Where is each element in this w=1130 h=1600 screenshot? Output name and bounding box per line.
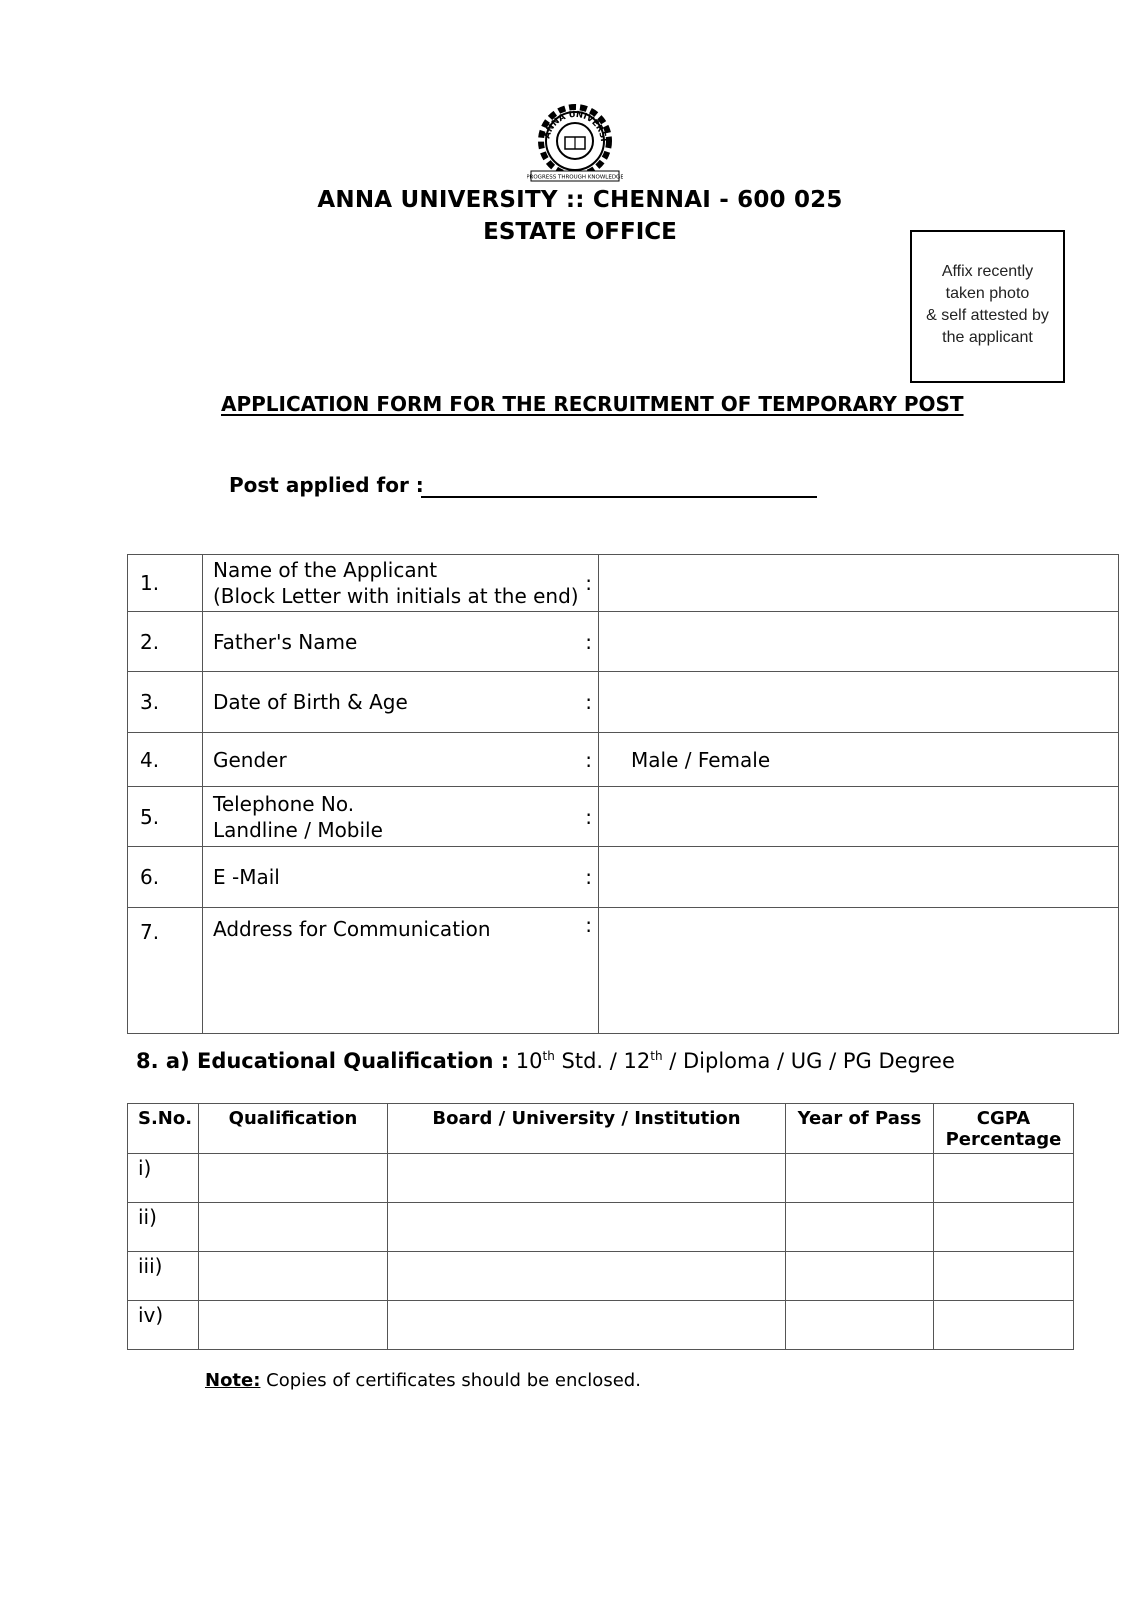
dob-age-field[interactable] (599, 672, 1119, 733)
colon: : (585, 629, 592, 654)
colon: : (585, 804, 592, 829)
row-label (203, 612, 599, 672)
table-row (128, 908, 1119, 1034)
column-header: S.No. (128, 1104, 199, 1154)
serial-cell: i) (128, 1154, 199, 1203)
colon: : (585, 690, 592, 714)
education-table (127, 1103, 1074, 1350)
university-name: ANNA UNIVERSITY :: CHENNAI - 600 025 (317, 187, 843, 213)
cgpa-cell[interactable] (934, 1203, 1074, 1252)
table-row (128, 672, 1119, 733)
label-subline: Landline / Mobile (213, 817, 383, 842)
qualification-cell[interactable] (199, 1301, 388, 1350)
row-label (203, 847, 599, 908)
row-number: 6. (128, 847, 203, 908)
note-label: Note: (205, 1370, 261, 1391)
table-row (128, 1203, 1074, 1252)
colon: : (585, 913, 592, 937)
label-line: Date of Birth & Age (213, 690, 408, 714)
form-title: APPLICATION FORM FOR THE RECRUITMENT OF TEMPORARY POST (221, 392, 964, 416)
row-number: 2. (128, 612, 203, 672)
cgpa-cell[interactable] (934, 1252, 1074, 1301)
label-line: Father's Name (213, 629, 358, 654)
year-cell[interactable] (786, 1252, 934, 1301)
university-logo (527, 95, 623, 183)
label-line: Telephone No. (213, 791, 355, 816)
photo-box[interactable] (910, 230, 1065, 383)
address-field[interactable] (599, 908, 1119, 1034)
post-applied-label: Post applied for : (229, 473, 424, 497)
row-number: 3. (128, 672, 203, 733)
year-cell[interactable] (786, 1154, 934, 1203)
logo-motto: PROGRESS THROUGH KNOWLEDGE (527, 174, 623, 181)
row-label (203, 908, 599, 1034)
logo-arc-text: ANNA UNIVERSI (542, 109, 608, 143)
year-cell[interactable] (786, 1203, 934, 1252)
telephone-field[interactable] (599, 787, 1119, 847)
row-label (203, 733, 599, 787)
row-label (203, 787, 599, 847)
table-row (128, 787, 1119, 847)
label-line: Address for Communication (213, 917, 491, 941)
institution-cell[interactable] (388, 1301, 786, 1350)
education-heading: 8. a) Educational Qualification : 10th Std. / 12th / Diploma / UG / PG Degree (136, 1049, 955, 1073)
email-field[interactable] (599, 847, 1119, 908)
photo-instruction: Affix recently taken photo & self attested by the applicant (926, 262, 1049, 346)
qualification-cell[interactable] (199, 1154, 388, 1203)
institution-cell[interactable] (388, 1154, 786, 1203)
year-cell[interactable] (786, 1301, 934, 1350)
table-row (128, 555, 1119, 612)
label-line: Gender (213, 747, 287, 772)
qualification-cell[interactable] (199, 1203, 388, 1252)
note-text: Copies of certificates should be enclosed. (260, 1370, 641, 1391)
serial-cell: iv) (128, 1301, 199, 1350)
table-row (128, 612, 1119, 672)
label-subline: (Block Letter with initials at the end) (213, 584, 579, 608)
table-row (128, 1301, 1074, 1350)
column-header: Year of Pass (786, 1104, 934, 1154)
office-name: ESTATE OFFICE (483, 219, 677, 245)
cgpa-cell[interactable] (934, 1301, 1074, 1350)
label-line: E -Mail (213, 865, 280, 889)
cgpa-cell[interactable] (934, 1154, 1074, 1203)
serial-cell: ii) (128, 1203, 199, 1252)
certificate-note (205, 1370, 641, 1391)
table-row (128, 1154, 1074, 1203)
colon: : (585, 865, 592, 889)
gender-field[interactable]: Male / Female (599, 733, 1119, 787)
personal-details-table (127, 554, 1119, 1034)
institution-cell[interactable] (388, 1252, 786, 1301)
table-row (128, 733, 1119, 787)
column-header: Qualification (199, 1104, 388, 1154)
colon: : (585, 571, 592, 595)
row-number: 4. (128, 733, 203, 787)
row-label (203, 672, 599, 733)
qualification-cell[interactable] (199, 1252, 388, 1301)
row-number: 5. (128, 787, 203, 847)
applicant-name-field[interactable] (599, 555, 1119, 612)
institution-cell[interactable] (388, 1203, 786, 1252)
column-header: Board / University / Institution (388, 1104, 786, 1154)
post-applied-field[interactable] (421, 496, 817, 498)
education-heading-label: 8. a) Educational Qualification : (136, 1049, 510, 1073)
row-number: 7. (128, 908, 203, 1034)
table-header-row (128, 1104, 1074, 1154)
column-header: CGPA Percentage (934, 1104, 1074, 1154)
label-line: Name of the Applicant (213, 558, 438, 582)
row-label (203, 555, 599, 612)
colon: : (585, 747, 592, 772)
row-number: 1. (128, 555, 203, 612)
father-name-field[interactable] (599, 612, 1119, 672)
table-row (128, 1252, 1074, 1301)
table-row (128, 847, 1119, 908)
serial-cell: iii) (128, 1252, 199, 1301)
